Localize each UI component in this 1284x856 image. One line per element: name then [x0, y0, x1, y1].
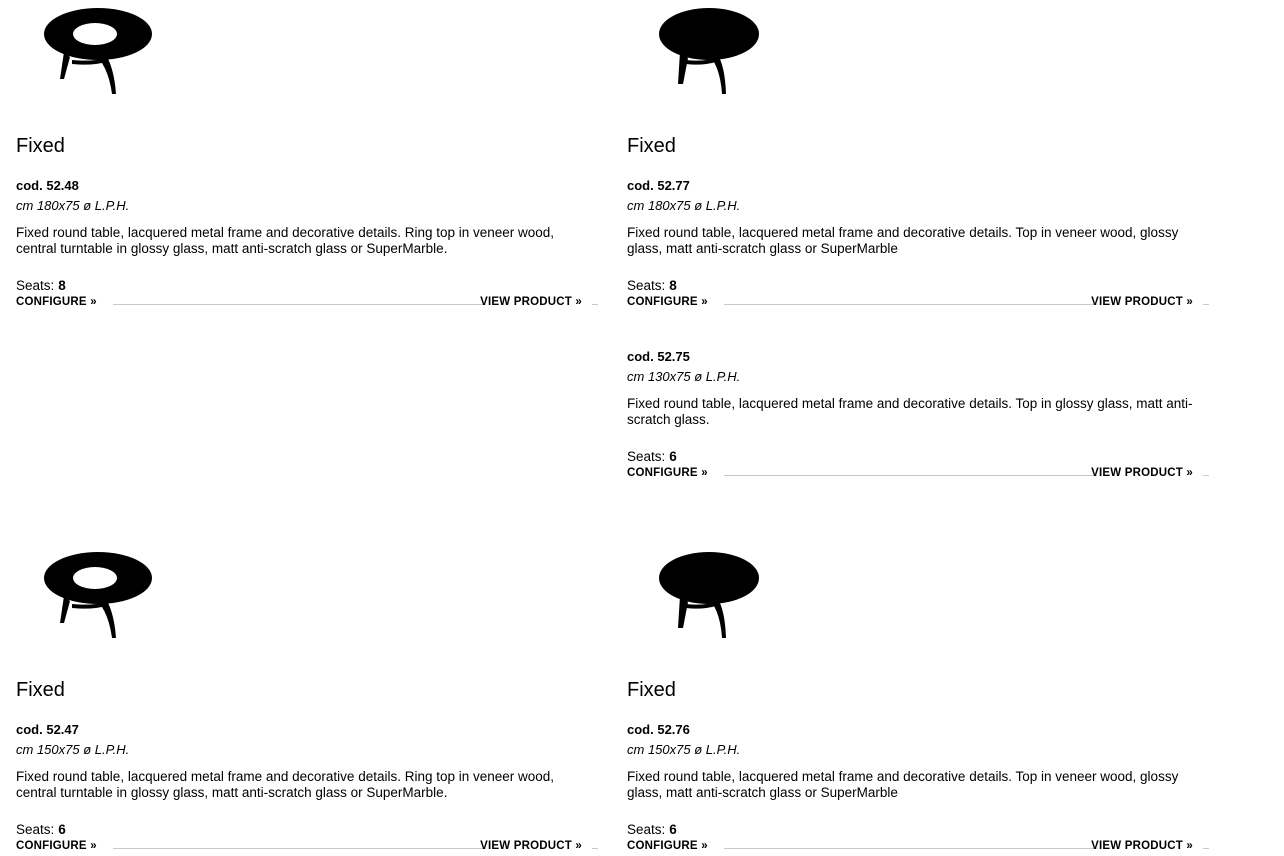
seats-value: 6 [58, 822, 66, 837]
product-actions [627, 840, 1209, 856]
product-title: Fixed [627, 679, 676, 701]
divider-line [113, 304, 486, 305]
divider-line [724, 475, 1097, 476]
seats-value: 6 [669, 822, 677, 837]
product-title: Fixed [16, 679, 65, 701]
view-product-link[interactable]: VIEW PRODUCT » [1091, 840, 1193, 852]
ring-table-icon[interactable] [42, 548, 154, 640]
seats-label: Seats: [627, 278, 666, 293]
product-variant [627, 178, 1209, 312]
product-dimensions: cm 180x75 ø L.P.H. [16, 198, 130, 213]
divider-tail [1203, 475, 1209, 476]
view-product-link[interactable]: VIEW PRODUCT » [480, 840, 582, 852]
view-product-link[interactable]: VIEW PRODUCT » [480, 296, 582, 308]
seats-value: 6 [669, 449, 677, 464]
product-code: cod. 52.75 [627, 349, 690, 364]
seats-info [16, 822, 598, 838]
product-description: Fixed round table, lacquered metal frame and decorative details. Top in glossy glass, matt anti-scratch glass. [627, 396, 1193, 427]
configure-link[interactable]: CONFIGURE » [627, 467, 708, 479]
view-product-link[interactable]: VIEW PRODUCT » [1091, 296, 1193, 308]
seats-label: Seats: [16, 278, 55, 293]
seats-info [627, 449, 1209, 465]
product-dimensions: cm 150x75 ø L.P.H. [627, 742, 741, 757]
seats-info [16, 278, 598, 294]
product-dimensions: cm 130x75 ø L.P.H. [627, 369, 741, 384]
configure-link[interactable]: CONFIGURE » [16, 840, 97, 852]
product-description: Fixed round table, lacquered metal frame and decorative details. Top in veneer wood, glossy glass, matt anti-scratch glass or SuperMarble [627, 769, 1179, 800]
seats-info [627, 822, 1209, 838]
product-code: cod. 52.76 [627, 722, 690, 737]
product-actions [627, 467, 1209, 483]
product-code: cod. 52.47 [16, 722, 79, 737]
product-variant [627, 349, 1209, 483]
product-variant [16, 178, 598, 312]
product-actions [627, 296, 1209, 312]
product-description: Fixed round table, lacquered metal frame and decorative details. Top in veneer wood, glossy glass, matt anti-scratch glass or SuperMarble [627, 225, 1179, 256]
product-description: Fixed round table, lacquered metal frame and decorative details. Ring top in veneer wood, central turntable in glossy glass, matt anti-scratch glass or SuperMarble. [16, 225, 555, 256]
divider-tail [592, 304, 598, 305]
product-actions [16, 296, 598, 312]
product-dimensions: cm 150x75 ø L.P.H. [16, 742, 130, 757]
solid-table-icon[interactable] [658, 550, 760, 640]
product-title: Fixed [627, 135, 676, 157]
seats-label: Seats: [627, 822, 666, 837]
product-code: cod. 52.48 [16, 178, 79, 193]
divider-line [724, 304, 1097, 305]
configure-link[interactable]: CONFIGURE » [16, 296, 97, 308]
product-actions [16, 840, 598, 856]
solid-table-icon[interactable] [658, 6, 760, 96]
product-description: Fixed round table, lacquered metal frame and decorative details. Ring top in veneer wood, central turntable in glossy glass, matt anti-scratch glass or SuperMarble. [16, 769, 555, 800]
product-dimensions: cm 180x75 ø L.P.H. [627, 198, 741, 213]
seats-value: 8 [58, 278, 66, 293]
product-variant [627, 722, 1209, 856]
seats-label: Seats: [627, 449, 666, 464]
seats-label: Seats: [16, 822, 55, 837]
product-code: cod. 52.77 [627, 178, 690, 193]
seats-info [627, 278, 1209, 294]
seats-value: 8 [669, 278, 677, 293]
configure-link[interactable]: CONFIGURE » [627, 840, 708, 852]
ring-table-icon[interactable] [42, 4, 154, 96]
product-title: Fixed [16, 135, 65, 157]
configure-link[interactable]: CONFIGURE » [627, 296, 708, 308]
divider-tail [1203, 304, 1209, 305]
product-variant [16, 722, 598, 856]
view-product-link[interactable]: VIEW PRODUCT » [1091, 467, 1193, 479]
